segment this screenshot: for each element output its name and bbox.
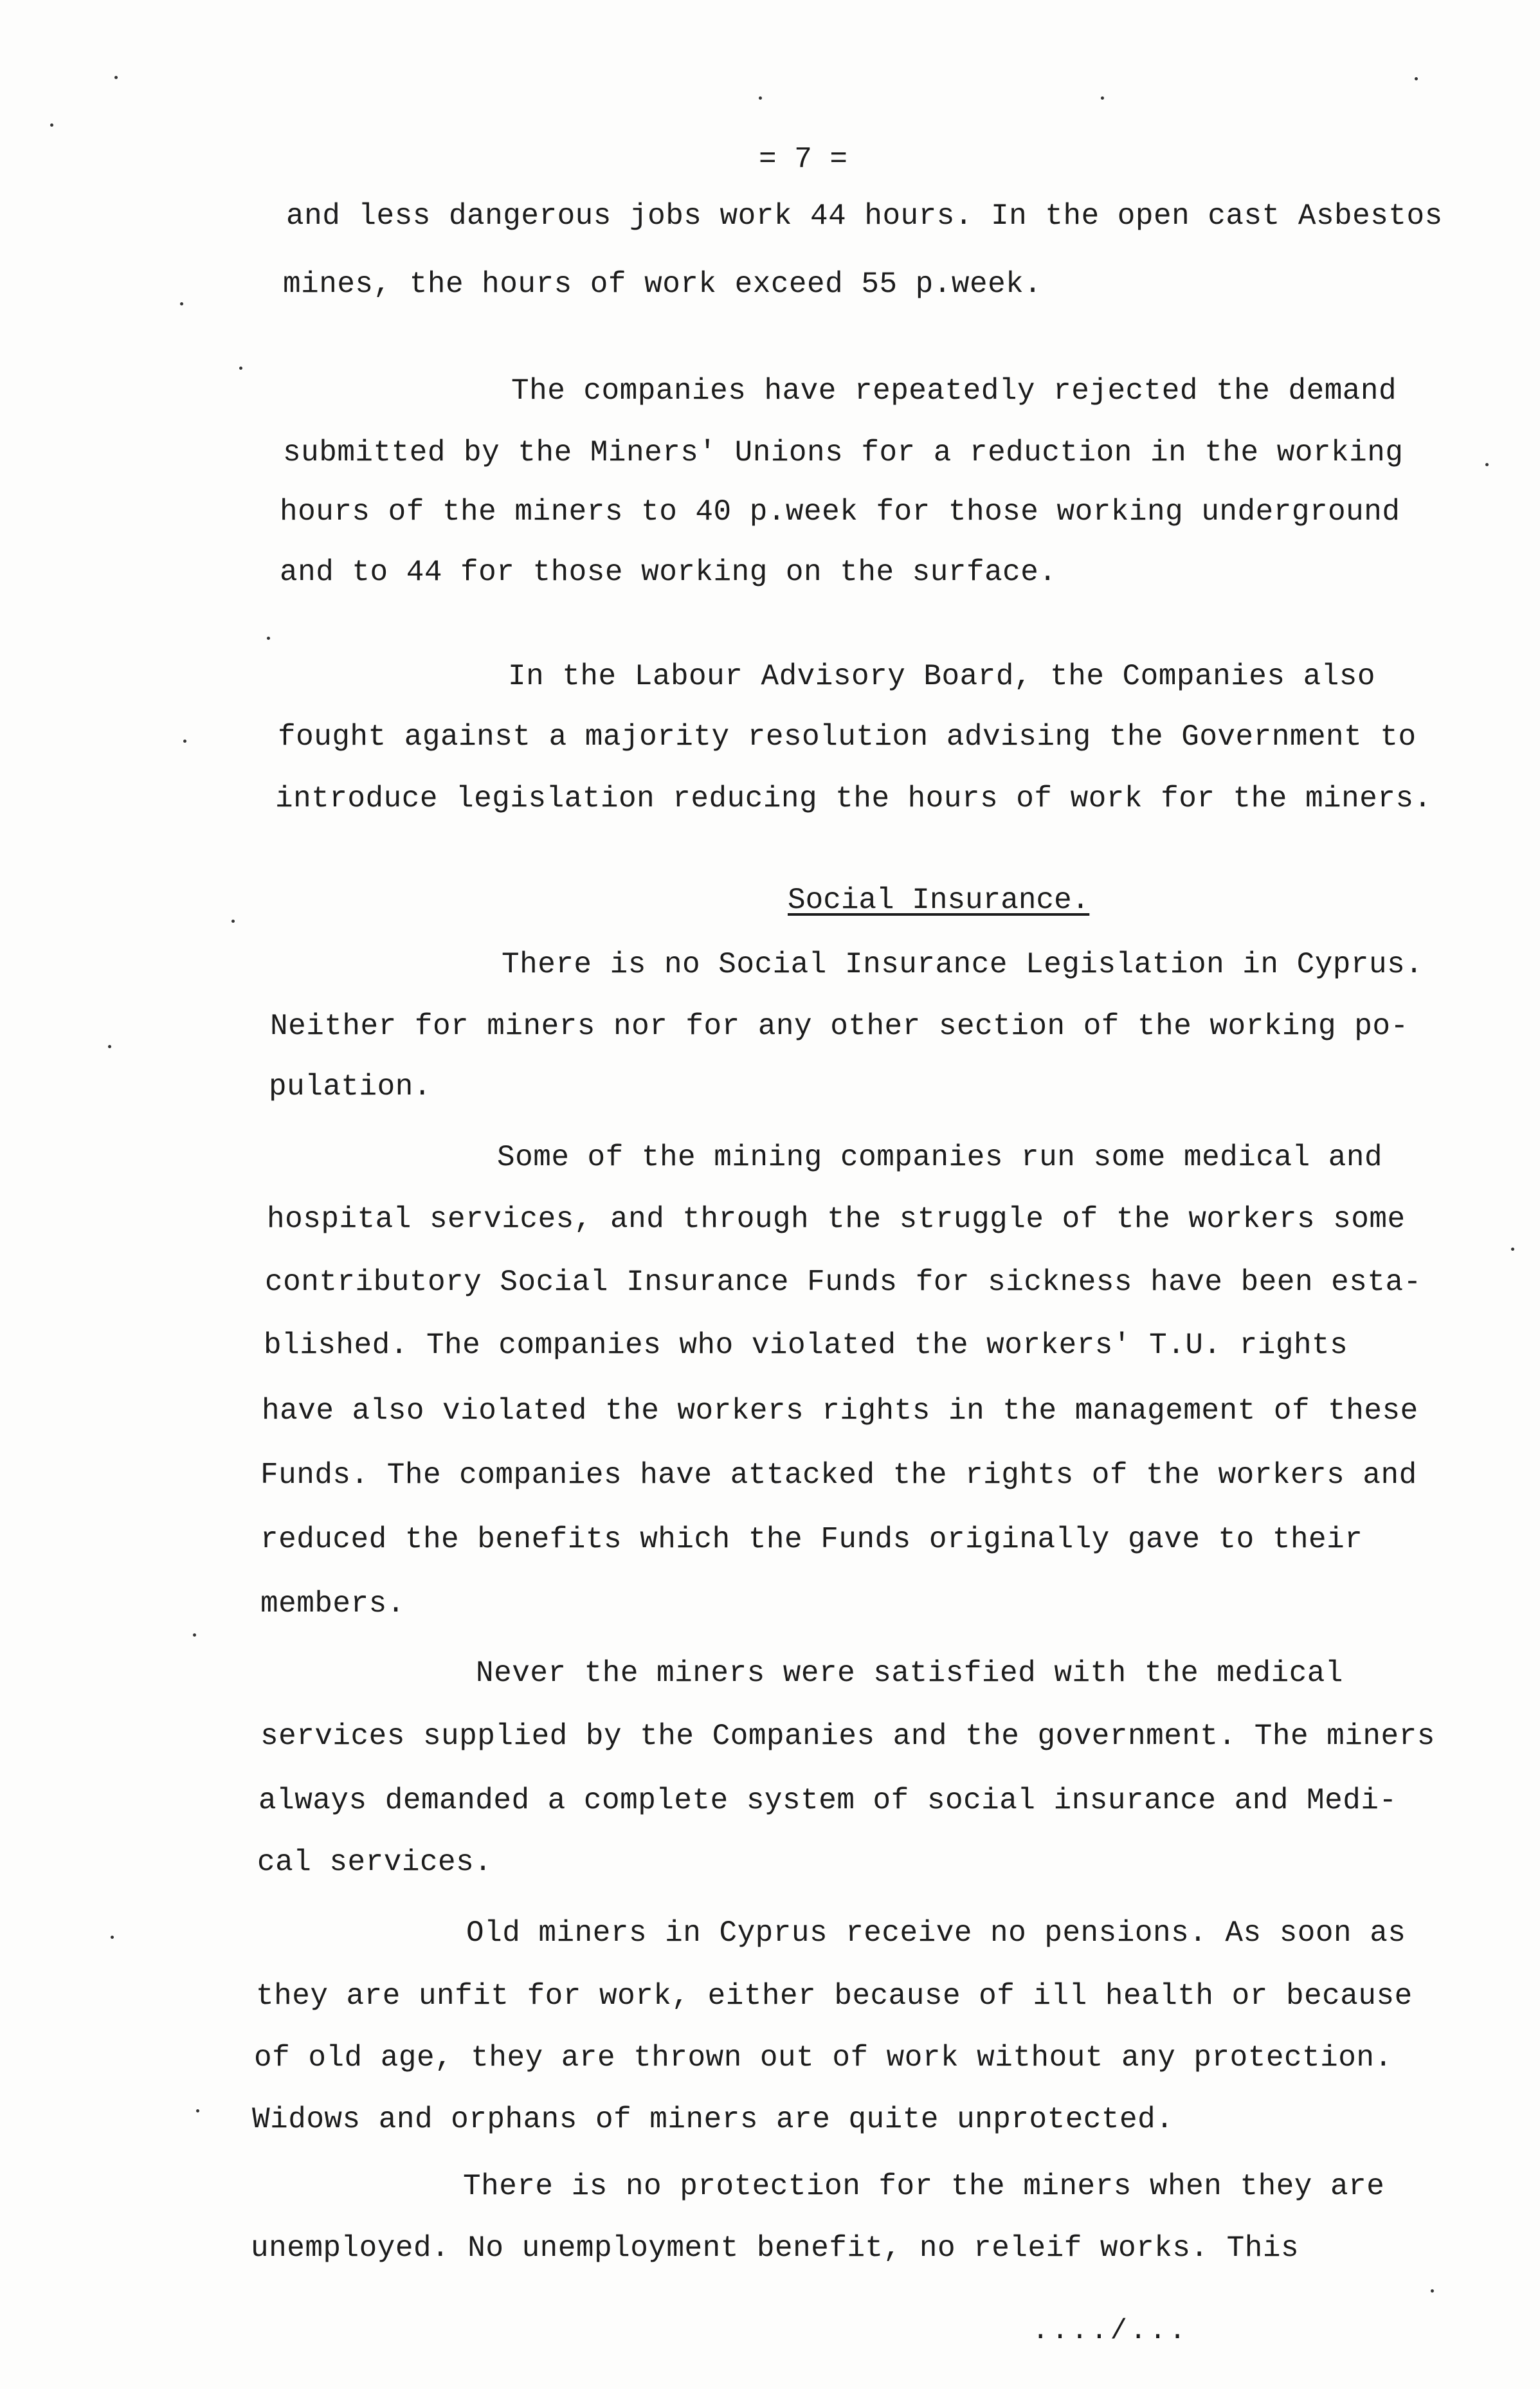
continuation-mark: ..../...: [1032, 2315, 1189, 2347]
text-line: reduced the benefits which the Funds originally gave to their: [260, 1523, 1363, 1556]
text-line: fought against a majority resolution advising the Government to: [278, 720, 1417, 754]
scan-speck: [1485, 463, 1489, 466]
text-line: There is no protection for the miners when they are: [463, 2170, 1385, 2203]
text-line: pulation.: [269, 1070, 431, 1104]
scan-speck: [1101, 96, 1104, 100]
scan-speck: [111, 1936, 114, 1939]
scan-speck: [180, 302, 183, 305]
text-line: Neither for miners nor for any other section of the working po-: [270, 1010, 1409, 1043]
text-line: hours of the miners to 40 p.week for those working underground: [280, 495, 1400, 529]
page-number: = 7 =: [759, 143, 848, 176]
scan-speck: [267, 637, 270, 640]
text-line: Old miners in Cyprus receive no pensions. As soon as: [466, 1916, 1406, 1950]
scan-speck: [1511, 1248, 1514, 1251]
text-line: and to 44 for those working on the surface.: [280, 556, 1057, 589]
text-line: Funds. The companies have attacked the rights of the workers and: [260, 1458, 1417, 1492]
section-heading: Social Insurance.: [788, 884, 1090, 917]
scan-speck: [108, 1045, 111, 1048]
text-line: always demanded a complete system of social insurance and Medi-: [258, 1784, 1397, 1817]
scan-speck: [239, 367, 242, 370]
scan-speck: [231, 920, 235, 923]
text-line: blished. The companies who violated the workers' T.U. rights: [264, 1329, 1348, 1362]
scan-speck: [759, 96, 762, 100]
text-line: There is no Social Insurance Legislation in Cyprus.: [502, 948, 1424, 981]
text-line: Some of the mining companies run some medical and: [497, 1141, 1383, 1174]
text-line: services supplied by the Companies and the government. The miners: [260, 1720, 1435, 1753]
text-line: Widows and orphans of miners are quite unprotected.: [252, 2103, 1174, 2136]
text-line: In the Labour Advisory Board, the Companies also: [508, 660, 1376, 693]
text-line: of old age, they are thrown out of work without any protection.: [254, 2041, 1393, 2075]
text-line: hospital services, and through the struggle of the workers some: [267, 1203, 1406, 1236]
text-line: unemployed. No unemployment benefit, no releif works. This: [251, 2231, 1300, 2265]
text-line: cal services.: [257, 1846, 493, 1879]
text-line: Never the miners were satisfied with the medical: [476, 1657, 1344, 1690]
text-line: have also violated the workers rights in the management of these: [262, 1394, 1418, 1428]
scan-speck: [50, 123, 53, 127]
text-line: contributory Social Insurance Funds for sickness have been esta-: [265, 1266, 1422, 1299]
scan-speck: [114, 76, 118, 79]
scan-speck: [193, 1633, 196, 1637]
text-line: mines, the hours of work exceed 55 p.week.: [283, 268, 1042, 301]
text-line: members.: [260, 1587, 405, 1621]
text-line: introduce legislation reducing the hours of work for the miners.: [275, 782, 1432, 815]
scan-speck: [1415, 77, 1418, 80]
text-line: they are unfit for work, either because of ill health or because: [256, 1979, 1413, 2013]
text-line: and less dangerous jobs work 44 hours. In the open cast Asbestos: [286, 199, 1443, 233]
scan-speck: [183, 740, 186, 743]
text-line: submitted by the Miners' Unions for a reduction in the working: [283, 436, 1404, 469]
scan-speck: [196, 2109, 199, 2112]
text-line: The companies have repeatedly rejected the demand: [511, 374, 1397, 408]
scan-speck: [1431, 2289, 1434, 2293]
